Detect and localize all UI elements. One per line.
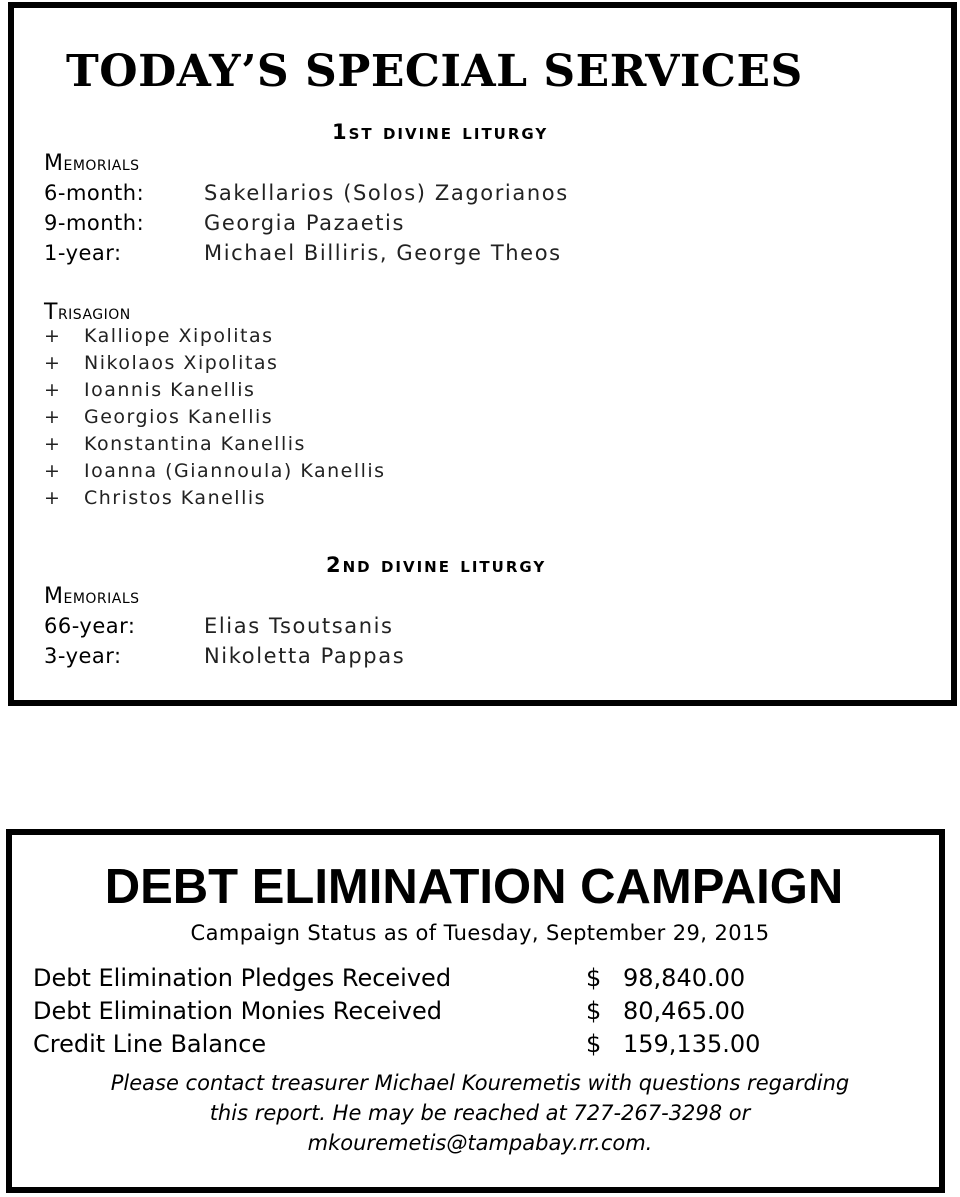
memorial-row bbox=[44, 208, 569, 238]
contact-line-1: Please contact treasurer Michael Kouremetis with questions regarding bbox=[110, 1071, 850, 1095]
first-memorials-list bbox=[44, 178, 569, 268]
cross-mark: + bbox=[44, 433, 62, 455]
memorial-names: Michael Billiris, George Theos bbox=[204, 241, 562, 265]
trisagion-name: Ioanna (Giannoula) Kanellis bbox=[84, 460, 386, 482]
first-liturgy-heading-text: st divine liturgy bbox=[348, 120, 549, 144]
campaign-figures bbox=[33, 962, 760, 1061]
memorial-names: Elias Tsoutsanis bbox=[204, 614, 394, 638]
figure-label: Credit Line Balance bbox=[33, 1030, 267, 1058]
figure-amount: 80,465.00 bbox=[623, 997, 746, 1025]
cross-mark: + bbox=[44, 379, 62, 401]
trisagion-item bbox=[44, 404, 386, 431]
figure-currency: $ bbox=[586, 964, 602, 992]
memorial-names: Nikoletta Pappas bbox=[204, 644, 406, 668]
trisagion-name: Konstantina Kanellis bbox=[84, 433, 306, 455]
second-liturgy-prefix: 2 bbox=[326, 553, 343, 577]
second-memorials-heading-rest: emorials bbox=[63, 584, 140, 608]
first-memorials-heading-rest: emorials bbox=[63, 151, 140, 175]
cross-mark: + bbox=[44, 487, 62, 509]
campaign-figure-row bbox=[33, 995, 760, 1028]
contact-line-3: mkouremetis@tampabay.rr.com. bbox=[307, 1131, 653, 1155]
trisagion-name: Nikolaos Xipolitas bbox=[84, 352, 279, 374]
contact-line-2: this report. He may be reached at 727-267-3298 or bbox=[209, 1101, 751, 1125]
campaign-figure-row bbox=[33, 1028, 760, 1061]
figure-label: Debt Elimination Monies Received bbox=[33, 997, 442, 1025]
trisagion-heading-rest: risagion bbox=[57, 300, 131, 324]
figure-label: Debt Elimination Pledges Received bbox=[33, 964, 452, 992]
trisagion-list bbox=[44, 323, 386, 512]
trisagion-item bbox=[44, 431, 386, 458]
first-memorials-heading-initial: M bbox=[44, 151, 64, 176]
trisagion-item bbox=[44, 377, 386, 404]
memorial-period: 9-month: bbox=[44, 211, 145, 235]
cross-mark: + bbox=[44, 325, 62, 347]
memorial-period: 66-year: bbox=[44, 614, 136, 638]
cross-mark: + bbox=[44, 460, 62, 482]
second-liturgy-heading-text: nd divine liturgy bbox=[342, 553, 547, 577]
memorial-row bbox=[44, 641, 405, 671]
second-memorials-list bbox=[44, 611, 405, 671]
figure-currency: $ bbox=[586, 997, 602, 1025]
second-liturgy-heading bbox=[326, 549, 546, 581]
figure-amount: 159,135.00 bbox=[623, 1030, 761, 1058]
memorial-row bbox=[44, 611, 405, 641]
cross-mark: + bbox=[44, 352, 62, 374]
debt-campaign-title: DEBT ELIMINATION CAMPAIGN bbox=[104, 860, 844, 914]
memorial-period: 1-year: bbox=[44, 241, 122, 265]
second-memorials-heading bbox=[44, 581, 140, 612]
figure-amount: 98,840.00 bbox=[623, 964, 746, 992]
trisagion-item bbox=[44, 323, 386, 350]
memorial-names: Georgia Pazaetis bbox=[204, 211, 406, 235]
campaign-figure-row bbox=[33, 962, 760, 995]
trisagion-name: Ioannis Kanellis bbox=[84, 379, 256, 401]
cross-mark: + bbox=[44, 406, 62, 428]
trisagion-item bbox=[44, 458, 386, 485]
first-liturgy-prefix: 1 bbox=[332, 120, 349, 144]
trisagion-name: Christos Kanellis bbox=[84, 487, 267, 509]
memorial-row bbox=[44, 178, 569, 208]
trisagion-item bbox=[44, 350, 386, 377]
campaign-status-line: Campaign Status as of Tuesday, September 29, 2015 bbox=[190, 921, 770, 945]
trisagion-name: Kalliope Xipolitas bbox=[84, 325, 274, 347]
first-liturgy-heading bbox=[332, 116, 548, 148]
first-memorials-heading bbox=[44, 148, 140, 179]
memorial-row bbox=[44, 238, 569, 268]
trisagion-name: Georgios Kanellis bbox=[84, 406, 274, 428]
second-memorials-heading-initial: M bbox=[44, 584, 64, 609]
figure-currency: $ bbox=[586, 1030, 602, 1058]
memorial-names: Sakellarios (Solos) Zagorianos bbox=[204, 181, 569, 205]
memorial-period: 6-month: bbox=[44, 181, 145, 205]
trisagion-item bbox=[44, 485, 386, 512]
special-services-title: TODAY’S SPECIAL SERVICES bbox=[66, 46, 803, 97]
treasurer-contact-note bbox=[20, 1068, 940, 1158]
trisagion-heading-initial: T bbox=[44, 300, 58, 325]
memorial-period: 3-year: bbox=[44, 644, 122, 668]
